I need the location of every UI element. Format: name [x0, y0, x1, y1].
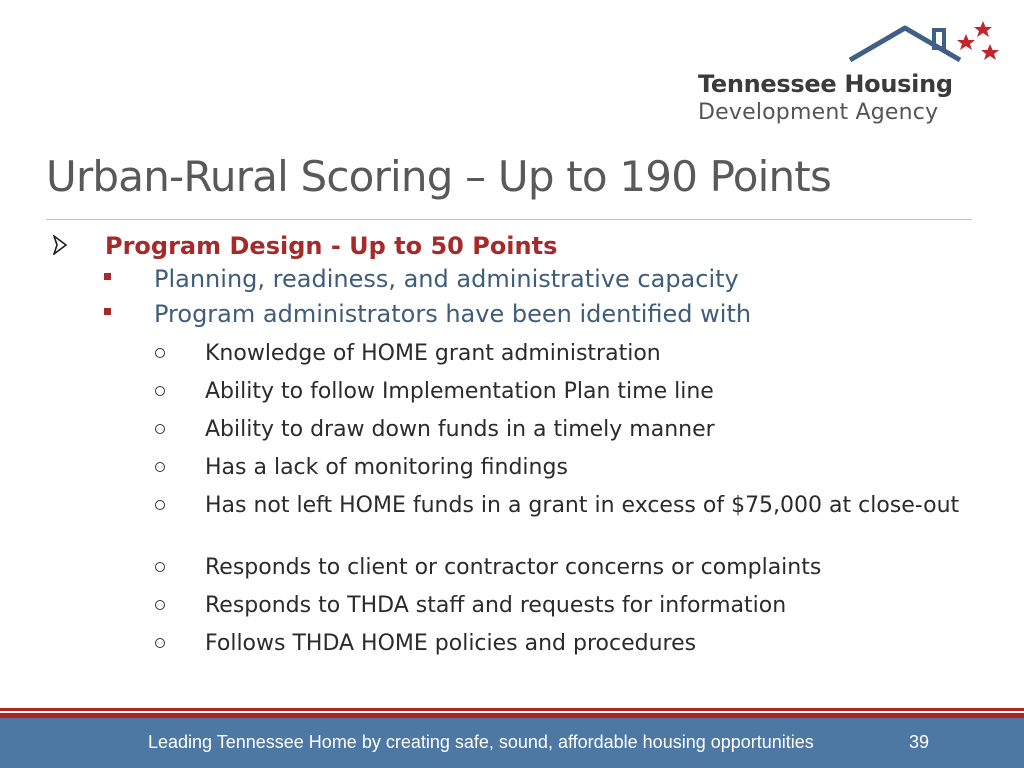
star-icons	[957, 21, 999, 60]
arrowhead-bullet-icon	[53, 235, 67, 255]
footer-tagline: Leading Tennessee Home by creating safe, sound, affordable housing opportunities	[148, 732, 814, 752]
level3-bullet-text: Ability to follow Implementation Plan time line	[205, 379, 714, 404]
logo-text-secondary: Development Agency	[698, 100, 939, 125]
circle-bullet-icon	[155, 600, 165, 610]
slide-title: Urban-Rural Scoring – Up to 190 Points	[46, 152, 832, 201]
logo-text-primary: Tennessee Housing	[698, 70, 953, 98]
thda-logo	[690, 18, 1010, 125]
level3-bullet-text: Responds to client or contractor concerns or complaints	[205, 555, 822, 580]
circle-bullet-icon	[155, 500, 165, 510]
level1-bullet-text: Program Design - Up to 50 Points	[105, 232, 558, 260]
circle-bullet-icon	[155, 562, 165, 572]
circle-bullet-icon	[155, 638, 165, 648]
level2-bullet-text: Planning, readiness, and administrative capacity	[154, 265, 739, 293]
level3-bullet-text: Has a lack of monitoring findings	[205, 455, 568, 480]
level3-bullet-text: Follows THDA HOME policies and procedures	[205, 631, 697, 656]
footer-rule-thin	[0, 708, 1024, 711]
slide-number: 39	[909, 732, 930, 752]
level3-bullet-text: Knowledge of HOME grant administration	[205, 341, 661, 366]
level3-bullet-text: Ability to draw down funds in a timely manner	[205, 417, 715, 442]
title-divider	[46, 219, 972, 220]
circle-bullet-icon	[155, 424, 165, 434]
level3-bullet-text: Responds to THDA staff and requests for information	[205, 593, 787, 618]
circle-bullet-icon	[155, 348, 165, 358]
level3-bullet-text: Has not left HOME funds in a grant in excess of $75,000 at close-out	[205, 493, 960, 518]
square-bullet-icon	[104, 273, 111, 280]
circle-bullet-icon	[155, 462, 165, 472]
level2-bullet-text: Program administrators have been identified with	[154, 300, 752, 328]
footer-bar	[0, 718, 1024, 768]
circle-bullet-icon	[155, 386, 165, 396]
house-roof-icon	[690, 18, 1010, 78]
square-bullet-icon	[104, 308, 111, 315]
